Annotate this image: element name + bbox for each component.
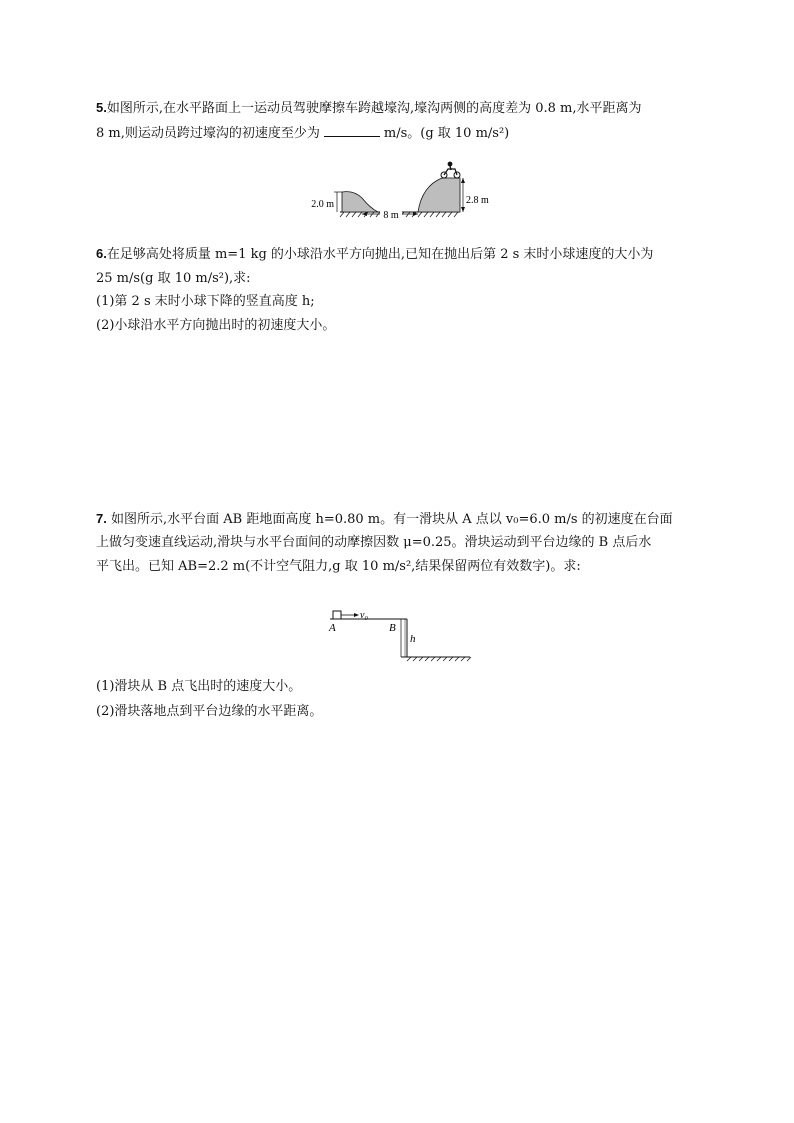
q7-label-h: h	[410, 633, 416, 645]
q7-label-b: B	[389, 622, 396, 634]
q7-number: 7.	[96, 511, 107, 526]
q6-line-2: 25 m/s(g 取 10 m/s²),求:	[96, 271, 251, 286]
q6-line-1	[96, 245, 653, 264]
q5-gap-label: 8 m	[383, 210, 399, 221]
q5-line-2	[96, 124, 509, 143]
q6-sub-2: (2)小球沿水平方向抛出时的初速度大小。	[96, 318, 336, 333]
q5-right-height-label: 2.8 m	[466, 195, 489, 206]
q6-text-1: 在足够高处将质量 m=1 kg 的小球沿水平方向抛出,已知在抛出后第 2 s 末时小球速度的大小为	[106, 247, 654, 262]
q7-line-3: 平飞出。已知 AB=2.2 m(不计空气阻力,g 取 10 m/s²,结果保留两位有效数字)。求:	[96, 559, 581, 574]
q5-line-1	[96, 99, 642, 118]
q7-slider-block	[333, 611, 341, 619]
q5-number: 5.	[96, 100, 107, 115]
q7-figure	[325, 605, 475, 665]
q7-line-2: 上做匀变速直线运动,滑块与水平台面间的动摩擦因数 μ=0.25。滑块运动到平台边缘的 B 点后水	[96, 535, 652, 550]
q5-figure	[300, 158, 500, 228]
q5-left-bank	[342, 192, 378, 212]
q7-ground-hatch	[407, 657, 471, 661]
q5-text-1: 如图所示,在水平路面上一运动员驾驶摩擦车跨越壕沟,壕沟两侧的高度差为 0.8 m,水平距离为	[106, 101, 642, 116]
q6-number: 6.	[96, 246, 107, 261]
q5-text-2b: m/s。(g 取 10 m/s²)	[383, 126, 510, 141]
q7-label-v0: v₀	[360, 610, 368, 621]
q5-text-2a: 8 m,则运动员跨过壕沟的初速度至少为	[96, 126, 320, 141]
q7-label-a: A	[329, 622, 336, 634]
q6-sub-1: (1)第 2 s 末时小球下降的竖直高度 h;	[96, 294, 315, 309]
q7-text-1: 如图所示,水平台面 AB 距地面高度 h=0.80 m。有一滑块从 A 点以 v₀=6.0 m/s 的初速度在台面	[110, 512, 673, 527]
q5-answer-blank[interactable]	[324, 124, 380, 137]
q7-sub-1: (1)滑块从 B 点飞出时的速度大小。	[96, 679, 302, 694]
q5-left-height-label: 2.0 m	[311, 199, 334, 210]
q7-line-1	[96, 510, 673, 529]
q7-sub-2: (2)滑块落地点到平台边缘的水平距离。	[96, 704, 323, 719]
motorcycle-icon	[441, 162, 460, 178]
q5-right-bank	[418, 178, 460, 212]
